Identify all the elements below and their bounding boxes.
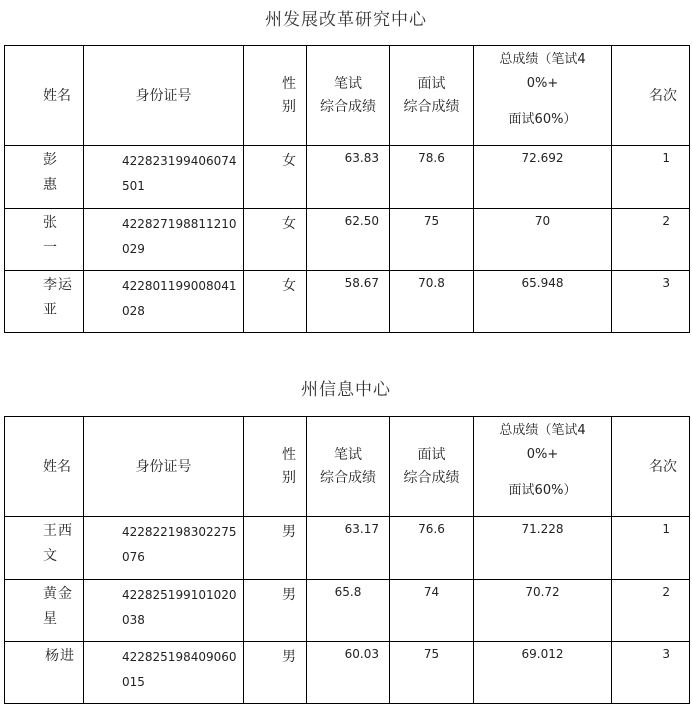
header-interview-line1: 面试 xyxy=(417,446,446,463)
section-title-xinxi: 州信息中心 xyxy=(301,380,391,400)
header-rank: 名次 xyxy=(612,417,690,517)
header-gender-line1: 性 xyxy=(282,446,296,463)
header-total xyxy=(474,46,612,146)
header-written-line2: 综合成绩 xyxy=(320,469,376,486)
header-total-line2: 0%+ xyxy=(526,447,559,462)
header-total-line1: 总成绩（笔试4 xyxy=(499,52,586,67)
results-table-fagai xyxy=(4,45,690,333)
header-gender xyxy=(244,46,307,146)
header-gender-line2: 别 xyxy=(282,469,296,486)
header-rank: 名次 xyxy=(612,46,690,146)
cell-rank: 1 xyxy=(612,146,690,209)
cell-gender: 男 xyxy=(244,580,307,642)
cell-id: 422827198811210029 xyxy=(84,209,244,271)
cell-id: 422801199008041028 xyxy=(84,271,244,333)
table-row xyxy=(5,580,690,642)
header-interview xyxy=(390,417,474,517)
table-row xyxy=(5,209,690,271)
header-total-line1: 总成绩（笔试4 xyxy=(499,423,586,438)
cell-total: 72.692 xyxy=(474,146,612,209)
header-total xyxy=(474,417,612,517)
cell-total: 69.012 xyxy=(474,642,612,704)
section-title-fagai: 州发展改革研究中心 xyxy=(265,10,427,30)
header-gender-line1: 性 xyxy=(282,75,296,92)
cell-name: 彭 惠 xyxy=(5,146,84,209)
cell-interview: 78.6 xyxy=(390,146,474,209)
header-name: 姓名 xyxy=(5,46,84,146)
cell-rank: 2 xyxy=(612,580,690,642)
cell-name: 李运亚 xyxy=(5,271,84,333)
header-written xyxy=(307,417,390,517)
cell-name: 张 一 xyxy=(5,209,84,271)
cell-gender: 女 xyxy=(244,271,307,333)
cell-name: 黄金星 xyxy=(5,580,84,642)
cell-written: 63.83 xyxy=(307,146,390,209)
cell-total: 71.228 xyxy=(474,517,612,580)
table-header-row xyxy=(5,46,690,146)
cell-rank: 2 xyxy=(612,209,690,271)
header-gender-line2: 别 xyxy=(282,98,296,115)
header-name: 姓名 xyxy=(5,417,84,517)
table-row xyxy=(5,146,690,209)
cell-id: 422822198302275076 xyxy=(84,517,244,580)
cell-gender: 女 xyxy=(244,209,307,271)
cell-name: 杨进 xyxy=(5,642,84,704)
cell-written: 58.67 xyxy=(307,271,390,333)
cell-gender: 女 xyxy=(244,146,307,209)
cell-interview: 70.8 xyxy=(390,271,474,333)
cell-interview: 75 xyxy=(390,209,474,271)
results-table-xinxi xyxy=(4,416,690,704)
cell-interview: 75 xyxy=(390,642,474,704)
header-written-line1: 笔试 xyxy=(334,446,362,463)
table-row xyxy=(5,271,690,333)
header-interview-line1: 面试 xyxy=(417,75,446,92)
header-id: 身份证号 xyxy=(84,46,244,146)
table-row xyxy=(5,642,690,704)
cell-interview: 76.6 xyxy=(390,517,474,580)
cell-written: 60.03 xyxy=(307,642,390,704)
cell-name: 王西文 xyxy=(5,517,84,580)
cell-gender: 男 xyxy=(244,517,307,580)
cell-gender: 男 xyxy=(244,642,307,704)
table-row xyxy=(5,517,690,580)
cell-rank: 1 xyxy=(612,517,690,580)
header-written-line2: 综合成绩 xyxy=(320,98,376,115)
header-total-line3: 面试60%） xyxy=(508,483,577,498)
cell-rank: 3 xyxy=(612,642,690,704)
cell-total: 70 xyxy=(474,209,612,271)
header-written xyxy=(307,46,390,146)
cell-id: 422825198409060015 xyxy=(84,642,244,704)
cell-rank: 3 xyxy=(612,271,690,333)
header-total-line3: 面试60%） xyxy=(508,112,577,127)
cell-id: 422825199101020038 xyxy=(84,580,244,642)
cell-interview: 74 xyxy=(390,580,474,642)
header-interview-line2: 综合成绩 xyxy=(403,469,460,486)
table-header-row xyxy=(5,417,690,517)
header-interview xyxy=(390,46,474,146)
header-gender xyxy=(244,417,307,517)
cell-written: 65.8 xyxy=(307,580,390,642)
header-interview-line2: 综合成绩 xyxy=(403,98,460,115)
cell-written: 63.17 xyxy=(307,517,390,580)
cell-written: 62.50 xyxy=(307,209,390,271)
cell-total: 65.948 xyxy=(474,271,612,333)
header-id: 身份证号 xyxy=(84,417,244,517)
cell-total: 70.72 xyxy=(474,580,612,642)
cell-id: 422823199406074501 xyxy=(84,146,244,209)
header-total-line2: 0%+ xyxy=(526,76,559,91)
header-written-line1: 笔试 xyxy=(334,75,362,92)
